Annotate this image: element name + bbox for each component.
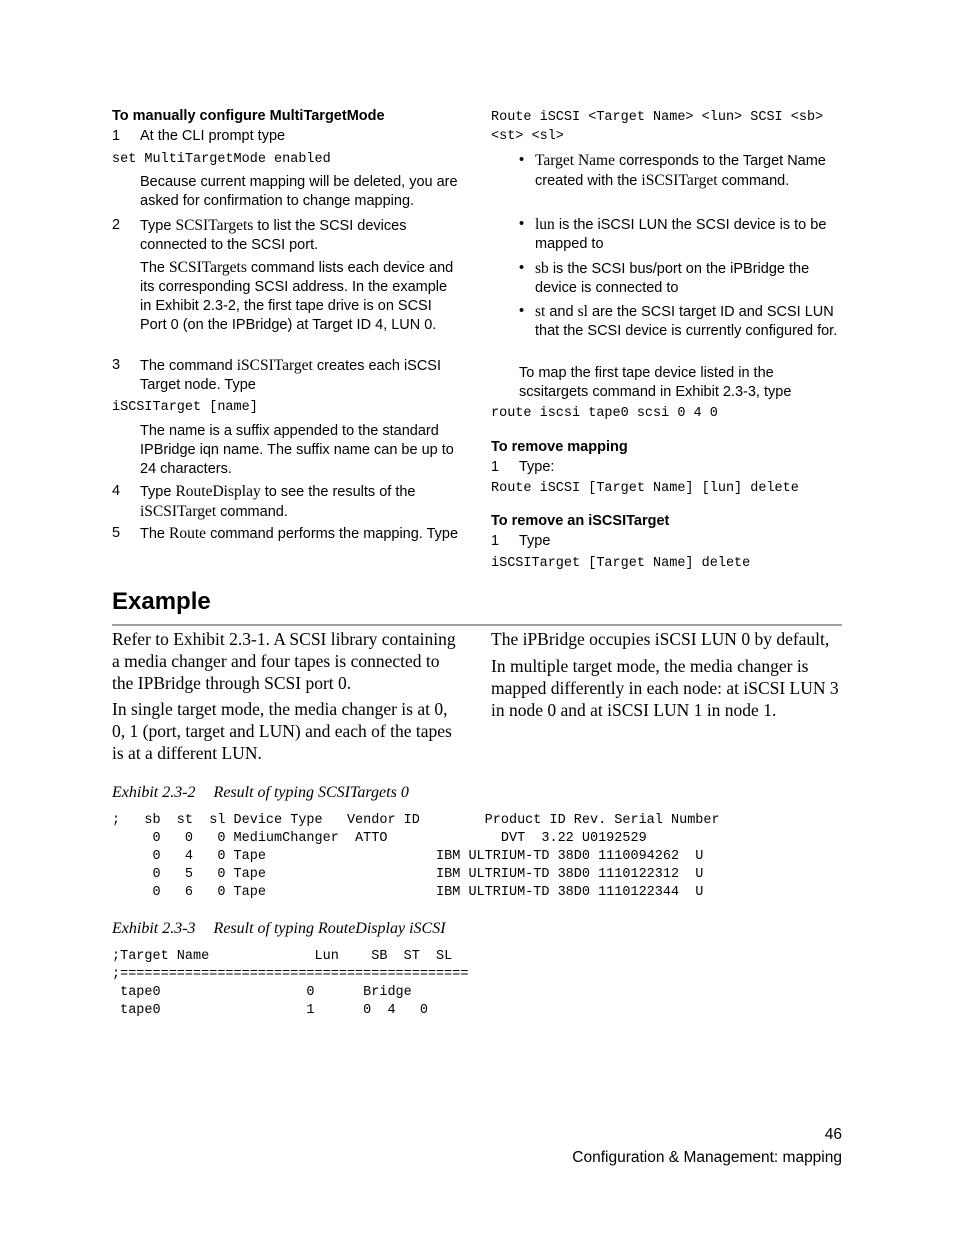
term: Target Name	[535, 152, 615, 169]
step-number: 2	[112, 217, 121, 233]
output-line: tape0 1 0 4 0	[112, 1003, 428, 1018]
step-number: 4	[112, 483, 121, 499]
step-5	[112, 524, 462, 564]
command-name: iSCSITarget	[236, 357, 313, 374]
section-title: Example	[112, 588, 211, 615]
bullet-item	[491, 215, 841, 255]
bullet-item	[491, 151, 841, 211]
command-name: SCSITargets	[175, 217, 254, 234]
step-text: Type	[519, 533, 551, 549]
output-line: tape0 0 Bridge	[112, 985, 412, 1000]
code-line: <st> <sl>	[491, 129, 564, 144]
note-paragraph: Because current mapping will be deleted, you are asked for confirmation to change mapping.	[140, 174, 458, 209]
bullet-mark: •	[519, 216, 525, 232]
step-4	[112, 482, 462, 522]
bullet-item	[491, 259, 841, 299]
exhibit-title: Result of typing SCSITargets 0	[213, 784, 409, 801]
bullet-item	[491, 302, 841, 362]
remove-mapping-heading: To remove mapping	[491, 439, 628, 455]
text: command lists each device and its corresponding SCSI address. In the example in Exhibit 2.3-2, the first tape drive is on SCSI Port 0 (on the IPBridge) at Target ID 4, LUN 0.	[140, 260, 454, 333]
step-text: The command	[140, 358, 237, 374]
output-line: 0 0 0 MediumChanger ATTO DVT 3.22 U0192529	[112, 831, 647, 846]
output-line: 0 5 0 Tape IBM ULTRIUM-TD 38D0 1110122312 U	[112, 867, 704, 882]
text: The	[140, 260, 170, 276]
code-line: set MultiTargetMode enabled	[112, 152, 331, 167]
term: sl	[577, 303, 588, 320]
step-number: 3	[112, 357, 121, 373]
output-line: 0 6 0 Tape IBM ULTRIUM-TD 38D0 1110122344 U	[112, 885, 704, 900]
step-3	[112, 356, 462, 396]
term: sb	[535, 260, 549, 277]
step-number: 1	[112, 128, 121, 144]
exhibit-caption	[112, 920, 446, 938]
bullet-mark: •	[519, 303, 525, 319]
term: iSCSITarget	[641, 172, 718, 189]
command-name: iSCSITarget	[140, 503, 217, 520]
step-number: 5	[112, 525, 121, 541]
step-text: to list the SCSI devices connected to the SCSI port.	[140, 218, 407, 253]
map-paragraph: To map the first tape device listed in the scsitargets command in Exhibit 2.3-3, type	[519, 365, 792, 400]
output-line: ; sb st sl Device Type Vendor ID Product ID Rev. Serial Number	[112, 813, 720, 828]
step-number: 1	[491, 459, 500, 475]
output-line: ;===========================================	[112, 967, 469, 982]
step-text: At the CLI prompt type	[140, 128, 286, 144]
remove-target-heading: To remove an iSCSITarget	[491, 513, 670, 529]
bullet-text: is the SCSI bus/port on the iPBridge the device is connected to	[535, 261, 810, 296]
code-line: Route iSCSI [Target Name] [lun] delete	[491, 481, 799, 496]
bullet-text: corresponds to the Target Name created with the	[535, 153, 826, 189]
step-text: Type:	[519, 459, 555, 475]
step-text: creates each iSCSI Target node. Type	[140, 358, 442, 393]
code-line: route iscsi tape0 scsi 0 4 0	[491, 406, 718, 421]
command-name: Route	[169, 525, 207, 542]
step-text: to see the results of the	[260, 484, 416, 500]
code-line: Route iSCSI <Target Name> <lun> SCSI <sb>	[491, 110, 824, 125]
example-paragraph: The iPBridge occupies iSCSI LUN 0 by default,	[491, 629, 830, 649]
note-paragraph: The name is a suffix appended to the standard IPBridge iqn name. The suffix name can be up to 24 characters.	[140, 423, 454, 477]
step-number: 1	[491, 533, 500, 549]
step-1	[491, 458, 691, 478]
bullet-text: and	[545, 304, 578, 320]
page-number: 46	[824, 1126, 842, 1143]
procedure-heading: To manually configure MultiTargetMode	[112, 108, 385, 124]
description-paragraph	[140, 258, 462, 335]
footer-section: Configuration & Management: mapping	[572, 1149, 842, 1166]
bullet-mark: •	[519, 260, 525, 276]
step-text: command.	[216, 504, 288, 520]
bullet-text: is the iSCSI LUN the SCSI device is to be mapped to	[535, 217, 827, 252]
example-paragraph: In multiple target mode, the media changer is mapped differently in each node: at iSCSI LUN 3 in node 0 and at iSCSI LUN 1 in node 1.	[491, 656, 839, 720]
step-2	[112, 216, 462, 256]
exhibit-title: Result of typing RouteDisplay iSCSI	[213, 920, 446, 937]
exhibit-output	[112, 812, 720, 902]
code-line: iSCSITarget [name]	[112, 400, 258, 415]
term: st	[535, 303, 546, 320]
output-line: 0 4 0 Tape IBM ULTRIUM-TD 38D0 1110094262 U	[112, 849, 704, 864]
exhibit-caption	[112, 784, 409, 802]
example-paragraph: Refer to Exhibit 2.3-1. A SCSI library containing a media changer and four tapes is connected to the IPBridge through SCSI port 0.	[112, 629, 456, 693]
step-text: The	[140, 526, 170, 542]
step-1	[112, 127, 462, 147]
command-name: SCSITargets	[169, 259, 247, 276]
output-line: ;Target Name Lun SB ST SL	[112, 949, 453, 964]
step-text: Type	[140, 484, 176, 500]
exhibit-output	[112, 948, 468, 1020]
term: lun	[535, 216, 555, 233]
bullet-text: are the SCSI target ID and SCSI LUN that the SCSI device is currently configured for.	[535, 304, 838, 339]
exhibit-label: Exhibit 2.3-2	[112, 784, 196, 801]
example-paragraph: In single target mode, the media changer is at 0, 0, 1 (port, target and LUN) and each of the tapes is at a different LUN.	[112, 699, 452, 763]
code-line: iSCSITarget [Target Name] delete	[491, 556, 751, 571]
section-rule	[112, 624, 842, 626]
exhibit-label: Exhibit 2.3-3	[112, 920, 196, 937]
bullet-mark: •	[519, 152, 525, 168]
bullet-text: command.	[717, 173, 790, 189]
step-text: command performs the mapping. Type	[206, 526, 459, 542]
command-name: RouteDisplay	[175, 483, 261, 500]
step-1	[491, 532, 691, 552]
step-text: Type	[140, 218, 176, 234]
